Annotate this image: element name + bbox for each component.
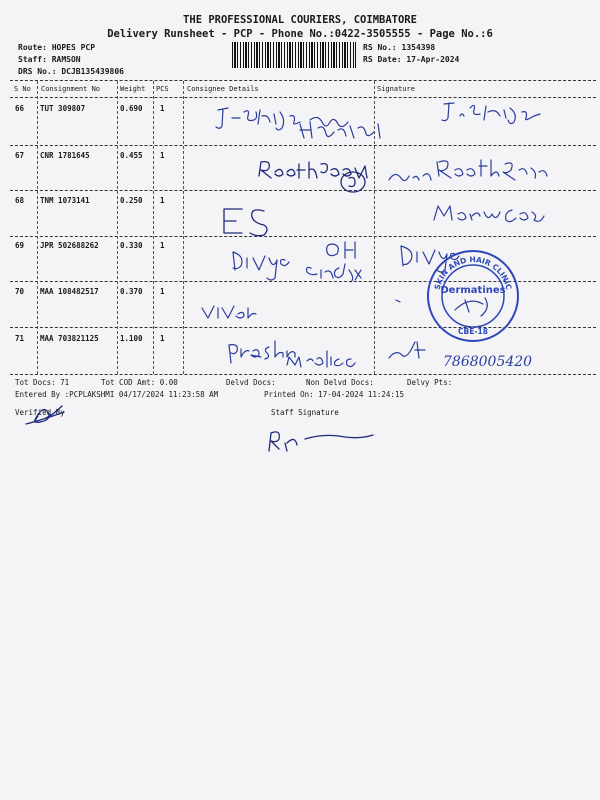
handwritten-consignee-70 <box>200 300 260 324</box>
row-consignment: JPR 502688262 <box>40 241 99 250</box>
signature-66 <box>430 98 560 128</box>
handwritten-consignee-68 <box>220 203 280 239</box>
non-delivered-docs: Non Delvd Docs: <box>306 378 374 387</box>
row-weight: 1.100 <box>120 334 143 343</box>
printed-on: Printed On: 17-04-2024 11:24:15 <box>264 390 404 399</box>
column-divider <box>37 81 38 374</box>
row-sno: 70 <box>15 287 25 296</box>
row-pcs: 1 <box>160 241 165 250</box>
row-sno: 66 <box>15 104 25 113</box>
runsheet-subtitle: Delivery Runsheet - PCP - Phone No.:0422-3505555 - Page No.:6 <box>107 28 493 40</box>
signature-67 <box>385 150 555 190</box>
verified-by-label: Verified By <box>15 408 65 417</box>
col-header-consignment: Consignment No <box>41 85 101 93</box>
drs-label: DRS No.: DCJB135439806 <box>18 67 124 76</box>
handwritten-consignee-66-b <box>270 108 390 144</box>
delivery-points: Delvy Pts: <box>407 378 453 387</box>
clinic-stamp <box>425 248 521 344</box>
col-header-signature: Signature <box>377 85 415 93</box>
staff-signature <box>265 425 385 455</box>
row-pcs: 1 <box>160 334 165 343</box>
row-consignment: TUT 309807 <box>40 104 86 113</box>
row-sno: 69 <box>15 241 25 250</box>
table-bottom-rule <box>10 374 596 375</box>
stamp-bottom-text: CBE-18 <box>458 327 488 336</box>
verifier-signature <box>22 400 72 430</box>
row-sno: 67 <box>15 151 25 160</box>
stamp-top-text: SKIN AND HAIR CLINIC <box>432 254 514 291</box>
row-consignment: MAA 108482517 <box>40 287 99 296</box>
staff-label: Staff: RAMSON <box>18 55 81 64</box>
company-title: THE PROFESSIONAL COURIERS, COIMBATORE <box>183 14 417 26</box>
barcode <box>232 42 356 68</box>
row-pcs: 1 <box>160 287 165 296</box>
col-header-weight: Weight <box>120 85 146 93</box>
row-weight: 0.370 <box>120 287 143 296</box>
row-sno: 71 <box>15 334 25 343</box>
handwritten-consignee-71 <box>225 337 375 373</box>
total-cod-amount: Tot COD Amt: 0.00 <box>101 378 178 387</box>
handwritten-consignee-67 <box>255 156 385 196</box>
col-header-consignee: Consignee Details <box>187 85 259 93</box>
row-consignment: CNR 1781645 <box>40 151 90 160</box>
row-sno: 68 <box>15 196 25 205</box>
col-header-sno: S No <box>14 85 31 93</box>
column-divider <box>153 81 154 374</box>
row-consignment: MAA 703821125 <box>40 334 99 343</box>
row-weight: 0.330 <box>120 241 143 250</box>
route-label: Route: HOPES PCP <box>18 43 96 52</box>
row-weight: 0.250 <box>120 196 143 205</box>
row-weight: 0.690 <box>120 104 143 113</box>
row-pcs: 1 <box>160 104 165 113</box>
column-divider <box>183 81 184 374</box>
row-weight: 0.455 <box>120 151 143 160</box>
row-consignment: TNM 1073141 <box>40 196 90 205</box>
handwritten-consignee-69 <box>225 238 375 282</box>
row-divider <box>10 145 596 146</box>
column-divider <box>117 81 118 374</box>
signature-68 <box>430 198 560 228</box>
col-header-pcs: PCS <box>156 85 169 93</box>
signature-71-phone: 7868005420 <box>443 354 533 370</box>
signature-mark-70 <box>390 290 430 310</box>
row-pcs: 1 <box>160 196 165 205</box>
table-top-rule <box>10 80 596 81</box>
rs-number: RS No.: 1354398 <box>363 43 436 52</box>
row-divider <box>10 236 596 237</box>
total-docs: Tot Docs: 71 <box>15 378 70 387</box>
row-pcs: 1 <box>160 151 165 160</box>
staff-signature-label: Staff Signature <box>271 408 339 417</box>
stamp-brand: Dermatines <box>440 285 506 296</box>
entered-by: Entered By :PCPLAKSHMI 04/17/2024 11:23:58 AM <box>15 390 219 399</box>
rs-date: RS Date: 17-Apr-2024 <box>363 55 460 64</box>
delivered-docs: Delvd Docs: <box>226 378 276 387</box>
